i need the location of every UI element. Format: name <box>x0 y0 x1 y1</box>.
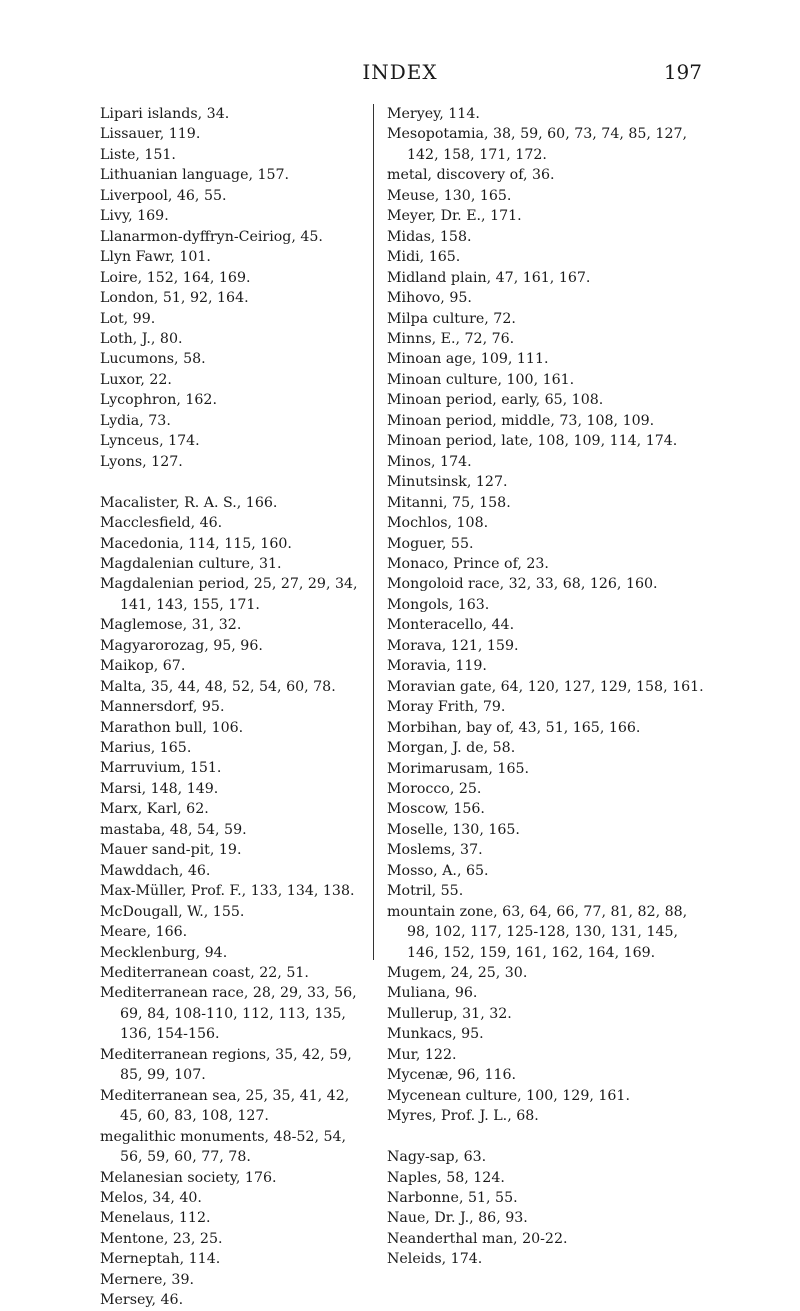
index-entry: Malta, 35, 44, 48, 52, 54, 60, 78. <box>100 678 336 695</box>
index-entry: Melos, 34, 40. <box>100 1190 202 1206</box>
index-entry: Minutsinsk, 127. <box>387 474 508 491</box>
index-entry: London, 51, 92, 164. <box>100 290 249 307</box>
index-entry: Morbihan, bay of, 43, 51, 165, 166. <box>387 719 641 736</box>
index-entry: Mongoloid race, 32, 33, 68, 126, 160. <box>387 576 658 593</box>
index-entry: Mecklenburg, 94. <box>100 944 228 961</box>
index-column-left <box>100 104 362 1311</box>
index-entry: Mitanni, 75, 158. <box>387 494 511 511</box>
index-entry: Maikop, 67. <box>100 658 186 675</box>
index-entry: Lyons, 127. <box>100 453 183 470</box>
index-entry: Minns, E., 72, 76. <box>387 330 515 347</box>
section-gap <box>387 1127 709 1147</box>
index-entry: Lucumons, 58. <box>100 351 206 368</box>
index-entry: Livy, 169. <box>100 208 169 225</box>
index-entry: Mersey, 46. <box>100 1292 184 1309</box>
index-entry: Lithuanian language, 157. <box>100 167 290 184</box>
index-entry: Lycophron, 162. <box>100 392 217 409</box>
index-entry: Loire, 152, 164, 169. <box>100 269 251 286</box>
index-entry: Marius, 165. <box>100 740 192 757</box>
index-entry: Mongols, 163. <box>387 596 490 613</box>
index-entry: Loth, J., 80. <box>100 330 183 347</box>
index-entry: Muliana, 96. <box>387 985 478 1002</box>
index-entry: Neanderthal man, 20-22. <box>387 1230 568 1247</box>
index-entry: Minoan age, 109, 111. <box>387 351 549 368</box>
index-entry: Morgan, J. de, 58. <box>387 740 516 757</box>
index-entry: Melanesian society, 176. <box>100 1169 277 1186</box>
index-entry: Minos, 174. <box>387 453 472 470</box>
index-entry: Llyn Fawr, 101. <box>100 249 211 266</box>
index-entry: Magdalenian period, 25, 27, 29, 34, 141, 143, 155, 171. <box>100 576 358 613</box>
index-entry: Marruvium, 151. <box>100 760 222 777</box>
index-entry: megalithic monuments, 48-52, 54, 56, 59, 60, 77, 78. <box>100 1128 347 1166</box>
index-entry: Lynceus, 174. <box>100 433 200 450</box>
index-entry: Magdalenian culture, 31. <box>100 555 282 572</box>
index-column-right <box>387 104 709 1270</box>
index-entry: Moravia, 119. <box>387 658 487 675</box>
index-entry: Mediterranean coast, 22, 51. <box>100 965 309 982</box>
index-entry: Minoan period, middle, 73, 108, 109. <box>387 412 655 429</box>
index-entry: Liste, 151. <box>100 146 176 163</box>
index-entry: Mediterranean race, 28, 29, 33, 56, 69, 84, 108-110, 112, 113, 135, 136, 154-156. <box>100 985 357 1043</box>
index-entry: Minoan period, late, 108, 109, 114, 174. <box>387 433 678 450</box>
index-entry: Mauer sand-pit, 19. <box>100 842 242 859</box>
index-entry: Morava, 121, 159. <box>387 637 519 654</box>
page-number: 197 <box>663 60 702 84</box>
index-entry: Macclesfield, 46. <box>100 515 223 532</box>
index-entry: Narbonne, 51, 55. <box>387 1190 518 1206</box>
index-entry: Meuse, 130, 165. <box>387 187 512 204</box>
index-entry: Minoan period, early, 65, 108. <box>387 392 604 409</box>
index-entry: mastaba, 48, 54, 59. <box>100 821 247 838</box>
index-entry: Naples, 58, 124. <box>387 1169 505 1186</box>
index-entry: Morocco, 25. <box>387 780 482 797</box>
index-entry: Marsi, 148, 149. <box>100 780 219 797</box>
index-entry: Mullerup, 31, 32. <box>387 1005 512 1022</box>
index-entry: Mosso, A., 65. <box>387 862 489 879</box>
index-entry: Lipari islands, 34. <box>100 106 230 122</box>
index-entry: Moguer, 55. <box>387 535 474 552</box>
index-entry: Moray Frith, 79. <box>387 699 506 716</box>
index-entry: Magyarorozag, 95, 96. <box>100 637 263 654</box>
index-entry: Nagy-sap, 63. <box>387 1149 487 1166</box>
index-entry: Mycenæ, 96, 116. <box>387 1067 517 1084</box>
index-entry: Mur, 122. <box>387 1046 457 1063</box>
index-entry: Mihovo, 95. <box>387 290 472 307</box>
index-entry: Mawddach, 46. <box>100 862 211 879</box>
index-entry: Marx, Karl, 62. <box>100 801 209 818</box>
index-entry: Macalister, R. A. S., 166. <box>100 494 278 511</box>
index-entry: Liverpool, 46, 55. <box>100 187 227 204</box>
index-entry: Milpa culture, 72. <box>387 310 516 327</box>
index-entry: Motril, 55. <box>387 883 464 900</box>
index-entry: Mannersdorf, 95. <box>100 699 225 716</box>
index-entry: Max-Müller, Prof. F., 133, 134, 138. <box>100 883 355 900</box>
index-entry: Monteracello, 44. <box>387 617 515 634</box>
index-entry: Monaco, Prince of, 23. <box>387 555 549 572</box>
index-entry: Lissauer, 119. <box>100 126 201 143</box>
index-entry: Lot, 99. <box>100 310 156 327</box>
index-entry: Mugem, 24, 25, 30. <box>387 965 528 982</box>
index-entry: Moselle, 130, 165. <box>387 821 520 838</box>
index-entry: McDougall, W., 155. <box>100 903 245 920</box>
index-entry: metal, discovery of, 36. <box>387 167 555 184</box>
index-entry: Meyer, Dr. E., 171. <box>387 208 522 225</box>
index-entry: Mesopotamia, 38, 59, 60, 73, 74, 85, 127, 142, 158, 171, 172. <box>387 126 688 163</box>
index-entry: Luxor, 22. <box>100 371 172 388</box>
index-entry: Morimarusam, 165. <box>387 760 530 777</box>
index-entry: Llanarmon-dyffryn-Ceiriog, 45. <box>100 228 323 245</box>
page-title: INDEX <box>362 60 438 84</box>
index-entry: mountain zone, 63, 64, 66, 77, 81, 82, 88, 98, 102, 117, 125-128, 130, 131, 145, 146, 152, 159, 161, 162, 164, 169. <box>387 903 688 961</box>
index-entry: Minoan culture, 100, 161. <box>387 371 575 388</box>
index-entry: Midland plain, 47, 161, 167. <box>387 269 591 286</box>
index-entry: Macedonia, 114, 115, 160. <box>100 535 292 552</box>
index-entry: Moravian gate, 64, 120, 127, 129, 158, 161. <box>387 678 704 695</box>
index-entry: Marathon bull, 106. <box>100 719 244 736</box>
index-entry: Meryey, 114. <box>387 106 480 122</box>
column-divider <box>373 104 374 960</box>
index-entry: Maglemose, 31, 32. <box>100 617 242 634</box>
index-entry: Mycenean culture, 100, 129, 161. <box>387 1087 630 1104</box>
page-header <box>0 58 800 88</box>
index-entry: Neleids, 174. <box>387 1251 483 1268</box>
index-entry: Midas, 158. <box>387 228 472 245</box>
index-entry: Naue, Dr. J., 86, 93. <box>387 1210 528 1227</box>
index-entry: Lydia, 73. <box>100 412 171 429</box>
index-entry: Midi, 165. <box>387 249 461 266</box>
index-entry: Munkacs, 95. <box>387 1026 484 1043</box>
index-entry: Merneptah, 114. <box>100 1251 221 1268</box>
index-entry: Mochlos, 108. <box>387 515 489 532</box>
index-entry: Moscow, 156. <box>387 801 485 818</box>
index-entry: Meare, 166. <box>100 924 188 941</box>
index-entry: Myres, Prof. J. L., 68. <box>387 1108 539 1125</box>
index-entry: Mernere, 39. <box>100 1271 194 1288</box>
index-entry: Moslems, 37. <box>387 842 483 859</box>
index-entry: Menelaus, 112. <box>100 1210 211 1227</box>
index-entry: Mediterranean sea, 25, 35, 41, 42, 45, 60, 83, 108, 127. <box>100 1087 350 1125</box>
section-gap <box>100 472 362 492</box>
index-entry: Mentone, 23, 25. <box>100 1230 223 1247</box>
index-entry: Mediterranean regions, 35, 42, 59, 85, 99, 107. <box>100 1046 352 1084</box>
